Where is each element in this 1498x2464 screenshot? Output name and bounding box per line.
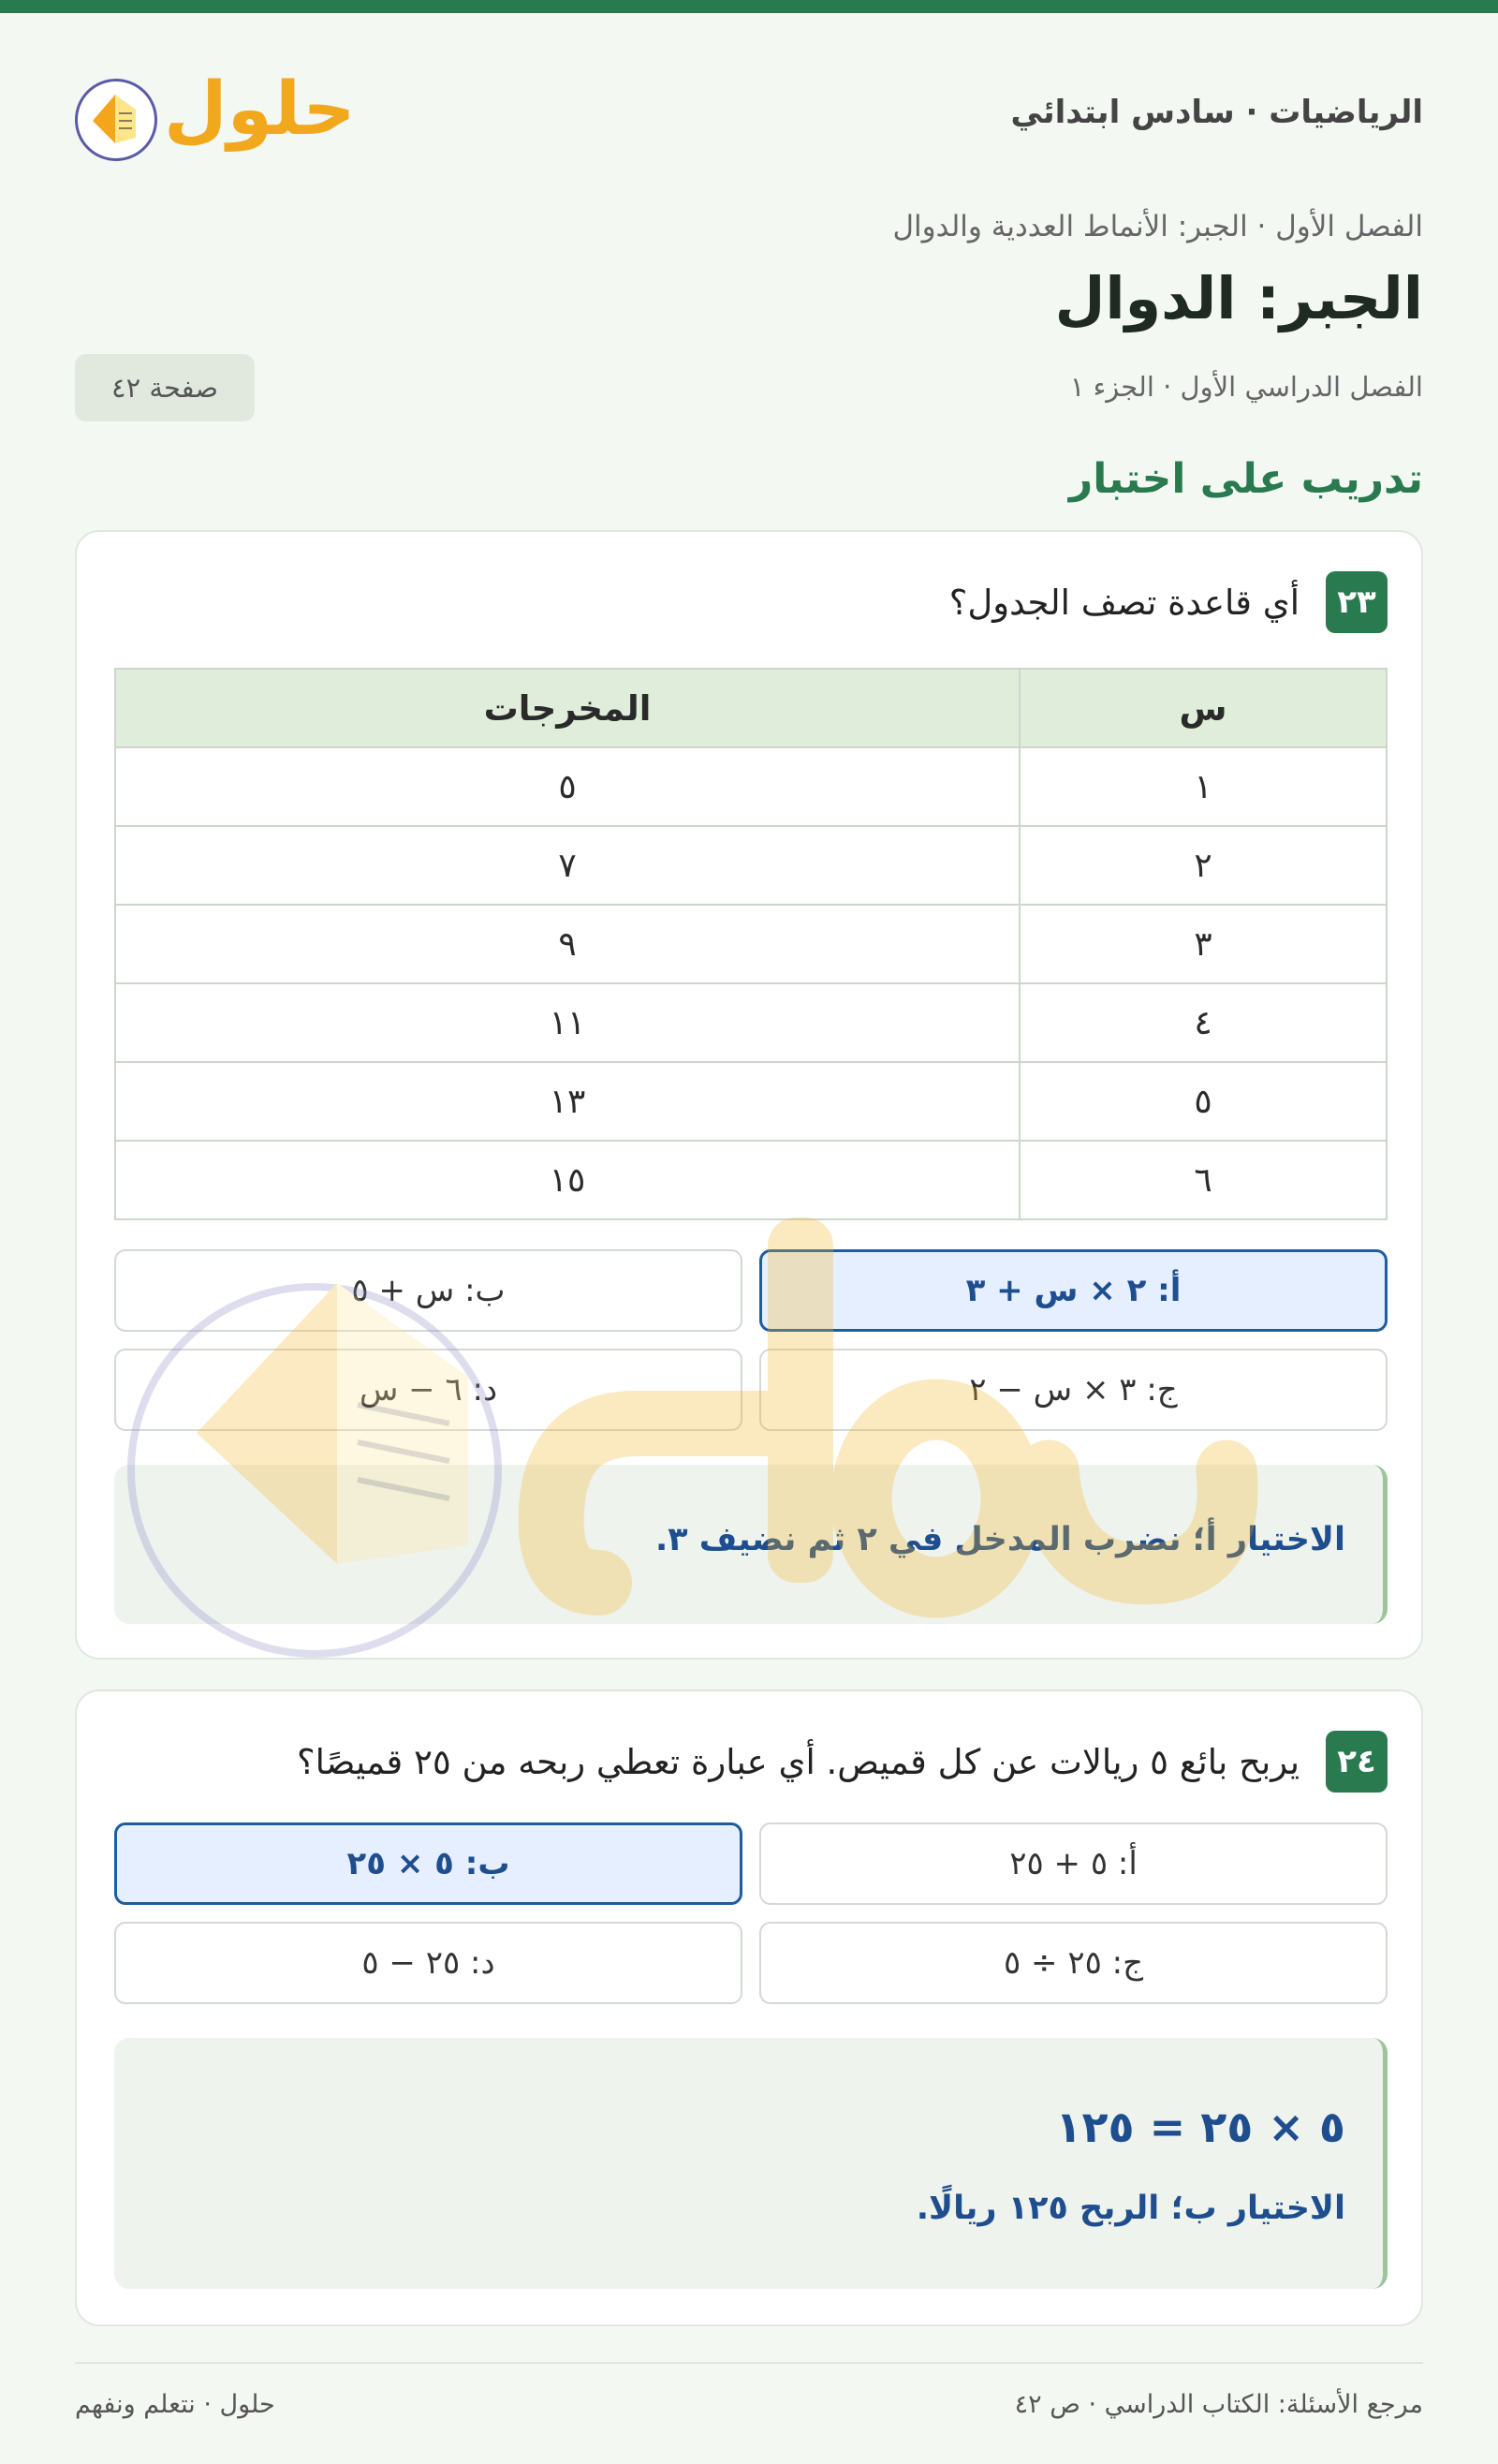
- option-d[interactable]: د: ٢٥ − ٥: [114, 1922, 742, 2004]
- table-header-row: [115, 669, 1387, 747]
- table-cell-output: ٥: [115, 747, 1020, 826]
- table-row: [115, 747, 1387, 826]
- table-cell-x: ٤: [1020, 983, 1387, 1062]
- question-text: يربح بائع ٥ ريالات عن كل قميص. أي عبارة تعطي ربحه من ٢٥ قميصًا؟: [296, 1742, 1300, 1782]
- table-row: [115, 983, 1387, 1062]
- table-header-x: س: [1020, 669, 1387, 747]
- answer-text: الاختيار ب؛ الربح ١٢٥ ريالًا.: [916, 2190, 1345, 2227]
- logo-wordmark: حلول: [164, 67, 356, 152]
- table-cell-x: ٥: [1020, 1062, 1387, 1141]
- brand-logo[interactable]: [75, 66, 356, 169]
- table-header-output: المخرجات: [115, 669, 1020, 747]
- answer-options: [114, 1249, 1388, 1431]
- table-cell-x: ٦: [1020, 1141, 1387, 1219]
- table-cell-output: ١١: [115, 983, 1020, 1062]
- table-cell-output: ١٣: [115, 1062, 1020, 1141]
- answer-options: [114, 1822, 1388, 2004]
- question-number: ٢٣: [1326, 571, 1388, 633]
- table-cell-x: ٣: [1020, 905, 1387, 983]
- footer-reference: مرجع الأسئلة: الكتاب الدراسي · ص ٤٢: [1014, 2390, 1423, 2419]
- table-row: [115, 1141, 1387, 1219]
- table-cell-output: ١٥: [115, 1141, 1020, 1219]
- table-cell-x: ٢: [1020, 826, 1387, 905]
- question-number: ٢٤: [1326, 1731, 1388, 1793]
- subject-label: الرياضيات · سادس ابتدائي: [1010, 94, 1423, 131]
- answer-text: الاختيار أ؛ نضرب المدخل في ٢ ثم نضيف ٣.: [654, 1521, 1345, 1558]
- term-info: الفصل الدراسي الأول · الجزء ١: [1069, 371, 1423, 403]
- table-cell-output: ٧: [115, 826, 1020, 905]
- book-logo-icon: [75, 79, 157, 161]
- option-b[interactable]: ب: س + ٥: [114, 1249, 742, 1332]
- question-card-24: [75, 1689, 1423, 2326]
- table-row: [115, 1062, 1387, 1141]
- footer-brand: حلول · نتعلم ونفهم: [75, 2390, 275, 2419]
- answer-explanation: [114, 2038, 1388, 2289]
- table-cell-output: ٩: [115, 905, 1020, 983]
- page-number-badge: صفحة ٤٢: [75, 354, 255, 421]
- function-table: [114, 668, 1388, 1220]
- option-c[interactable]: ج: ٣ × س − ٢: [759, 1349, 1388, 1431]
- question-header: [110, 571, 1388, 637]
- breadcrumb: الفصل الأول · الجبر: الأنماط العددية والدوال: [892, 210, 1423, 243]
- option-d[interactable]: د: ٦ − س: [114, 1349, 742, 1431]
- section-title: تدريب على اختبار: [1068, 455, 1423, 503]
- option-a[interactable]: أ: ٥ + ٢٥: [759, 1822, 1388, 1905]
- question-card-23: [75, 530, 1423, 1660]
- answer-equation: ٥ × ٢٥ = ١٢٥: [1055, 2102, 1345, 2152]
- top-accent-bar: [0, 0, 1498, 13]
- table-cell-x: ١: [1020, 747, 1387, 826]
- table-row: [115, 905, 1387, 983]
- option-a[interactable]: أ: ٢ × س + ٣: [759, 1249, 1388, 1332]
- question-text: أي قاعدة تصف الجدول؟: [948, 583, 1300, 623]
- page-title: الجبر: الدوال: [1054, 264, 1423, 332]
- option-c[interactable]: ج: ٢٥ ÷ ٥: [759, 1922, 1388, 2004]
- question-header: [110, 1731, 1388, 1796]
- option-b[interactable]: ب: ٥ × ٢٥: [114, 1822, 742, 1905]
- table-row: [115, 826, 1387, 905]
- footer-divider: [75, 2362, 1423, 2364]
- answer-explanation: [114, 1465, 1388, 1624]
- page-header: [75, 66, 1423, 169]
